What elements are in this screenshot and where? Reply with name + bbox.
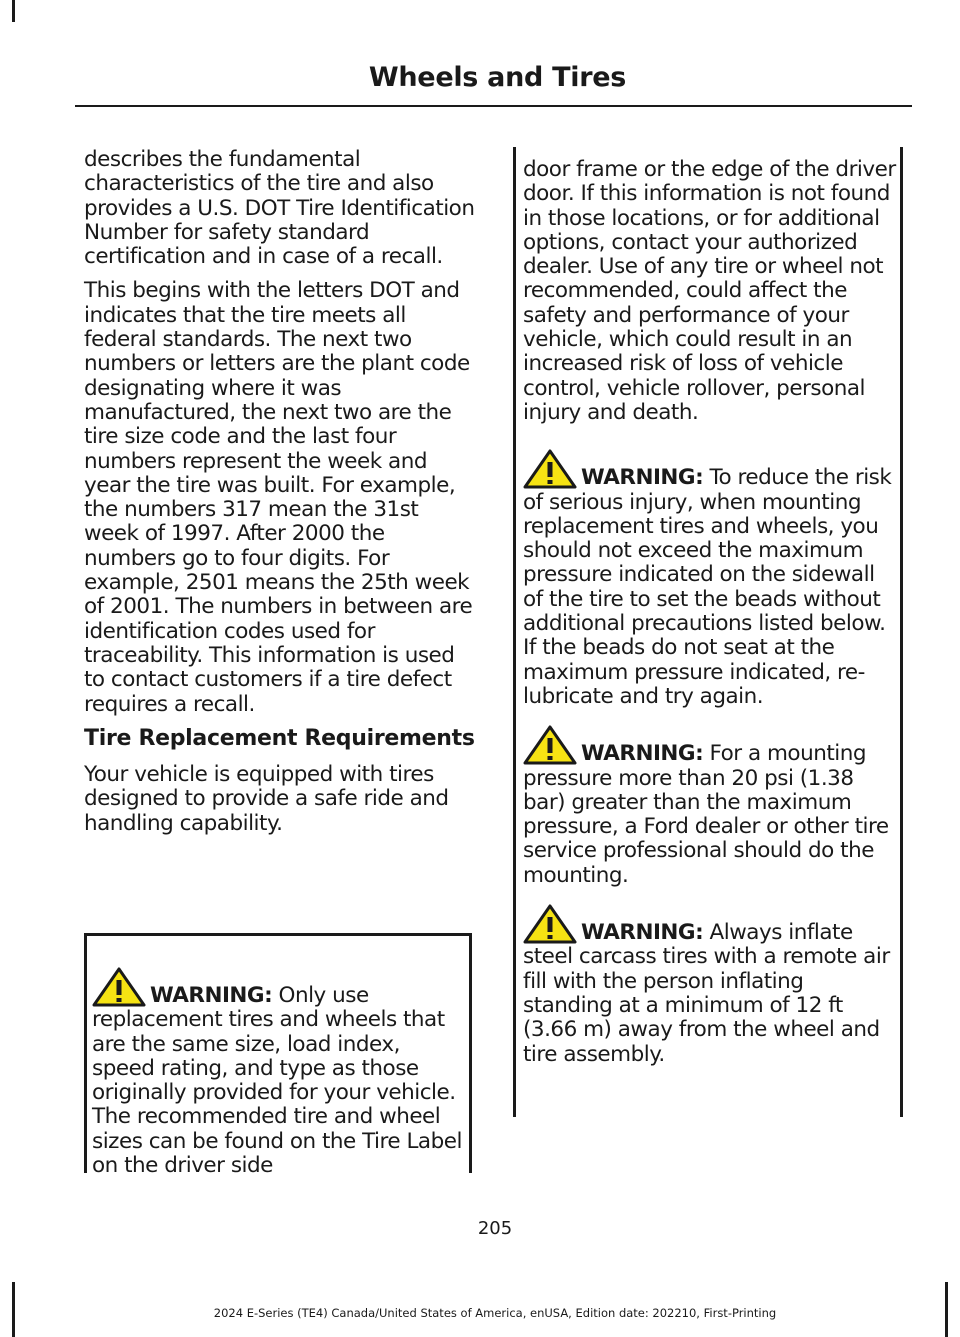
header-divider — [75, 105, 912, 107]
warning-text: Only use replacement tires and wheels that are the same size, load index, speed rating, and type as those originally provided for your vehicle. The recommended tire and wheel sizes can be found on the Tire Label on the driver side — [92, 983, 462, 1179]
warning-text: To reduce the risk of serious injury, when mounting replacement tires and wheels, you should not exceed the maximum pressure indicated on the sidewall of the tire to set the beads without additional precautions listed below. If the beads do not seat at the maximum pressure indicated, re-lubricate and try again. — [523, 465, 892, 709]
paragraph: describes the fundamental characteristics of the tire and also provides a U.S. DOT Tire Identification Number for safety standard certification and in case of a recall. — [84, 147, 475, 270]
paragraph: Your vehicle is equipped with tires designed to provide a safe ride and handling capability. — [84, 762, 449, 836]
warning-1-continued: door frame or the edge of the driver door. If this information is not found in those locations, or for additional options, contact your authorized dealer. Use of any tire or wheel not recommended, could affect the safety and performance of your vehicle, which could result in an increased risk of loss of vehicle control, vehicle rollover, personal injury and death. — [523, 157, 896, 425]
page-number: 205 — [477, 1218, 513, 1239]
warning-text: For a mounting pressure more than 20 psi (1.38 bar) greater than the maximum pressure, a Ford dealer or other tire service professional should do the mounting. — [523, 741, 889, 888]
right-column — [523, 158, 897, 1077]
left-column — [84, 148, 476, 846]
warning-1 — [92, 967, 466, 1178]
warning-4 — [523, 904, 897, 1067]
warning-triangle-icon — [523, 904, 577, 944]
page-title: Wheels and Tires — [368, 62, 626, 93]
warning-2 — [523, 449, 897, 709]
column-rule — [900, 147, 903, 1117]
warning-triangle-icon — [523, 725, 577, 765]
section-heading: Tire Replacement Requirements — [84, 725, 475, 751]
column-rule — [513, 147, 516, 1117]
warning-label: WARNING: — [150, 983, 273, 1008]
crop-mark — [12, 0, 15, 22]
warning-label: WARNING: — [581, 465, 704, 491]
warning-label: WARNING: — [581, 741, 704, 767]
warning-text: Always inflate steel carcass tires with a remote air fill with the person inflating standing at a minimum of 12 ft (3.66 m) away from the wheel and tire assembly. — [523, 920, 890, 1067]
paragraph: This begins with the letters DOT and indicates that the tire meets all federal standards. The next two numbers or letters are the plant code designating where it was manufactured, the next two are the tire size code and the last four numbers represent the week and year the tire was built. For example, the numbers 317 mean the 31st week of 1997. After 2000 the numbers go to four digits. For example, 2501 means the 25th week of 2001. The numbers in between are identification codes used for traceability. This information is used to contact customers if a tire defect requires a recall. — [84, 278, 473, 717]
warning-3 — [523, 725, 897, 888]
warning-label: WARNING: — [581, 920, 704, 946]
warning-triangle-icon — [92, 967, 146, 1007]
warning-triangle-icon — [523, 449, 577, 489]
footer-edition: 2024 E-Series (TE4) Canada/United States of America, enUSA, Edition date: 202210, First-Printing — [213, 1306, 777, 1320]
